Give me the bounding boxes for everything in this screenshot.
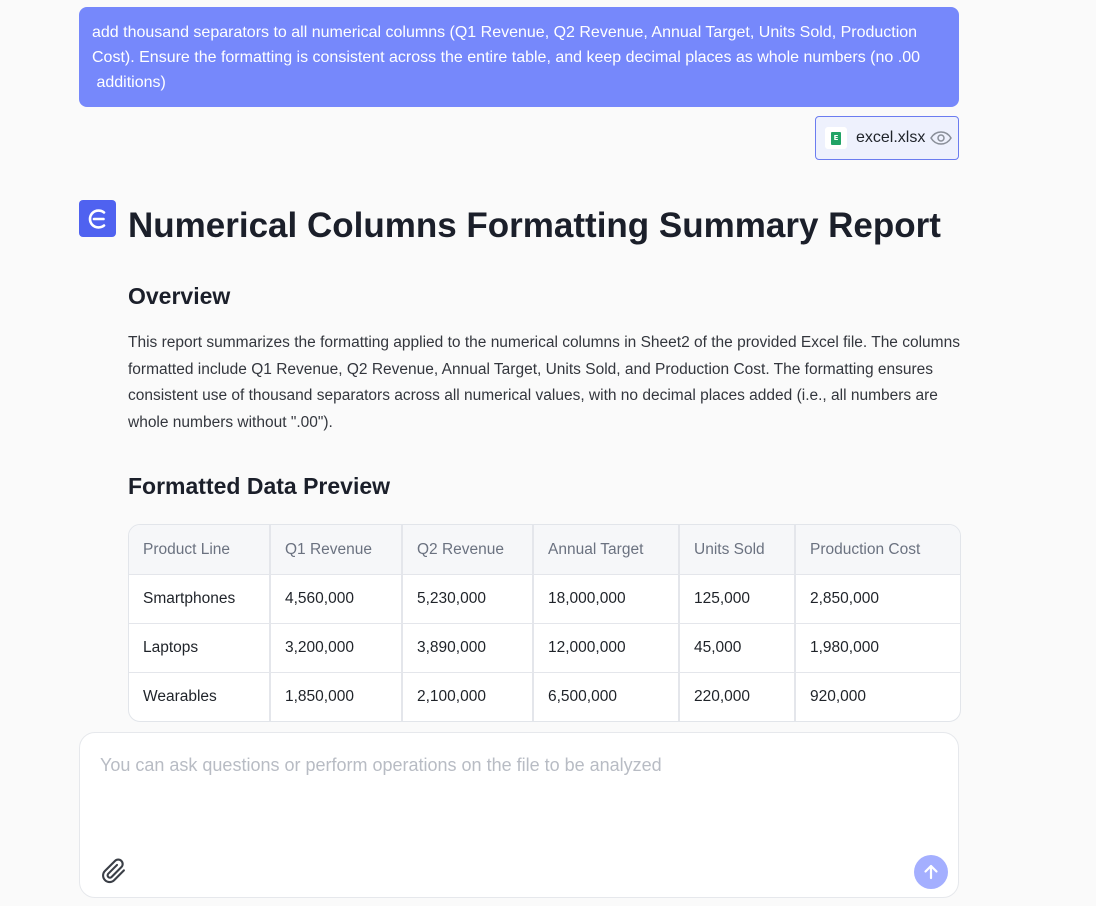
table-cell: 18,000,000 xyxy=(533,575,679,624)
column-header: Q2 Revenue xyxy=(402,525,533,575)
column-header: Q1 Revenue xyxy=(270,525,402,575)
column-header: Annual Target xyxy=(533,525,679,575)
spreadsheet-icon-letter: E xyxy=(831,132,841,145)
data-table xyxy=(129,525,960,721)
table-cell: 920,000 xyxy=(810,688,867,705)
paperclip-icon xyxy=(100,857,128,885)
table-cell: 1,980,000 xyxy=(795,624,960,673)
attach-file-button[interactable] xyxy=(98,855,130,887)
table-cell: 3,890,000 xyxy=(402,624,533,673)
user-message-bubble: add thousand separators to all numerical columns (Q1 Revenue, Q2 Revenue, Annual Target, Units Sold, Production Cost). Ensure the formatting is consistent across the entire table, and keep decimal places as whole numbers (no .00 additions) xyxy=(79,7,959,107)
table-header-row xyxy=(129,525,960,575)
data-preview-heading: Formatted Data Preview xyxy=(128,473,391,499)
table-cell: Smartphones xyxy=(129,575,270,624)
overview-paragraph: This report summarizes the formatting applied to the numerical columns in Sheet2 of the provided Excel file. The columns formatted include Q1 Revenue, Q2 Revenue, Annual Target, Units Sold, and Production Cost. The formatting ensures consistent use of thousand separators across all numerical values, with no decimal places added (i.e., all numbers are whole numbers without ".00"). xyxy=(128,334,960,431)
table-row xyxy=(129,673,960,722)
column-header: Product Line xyxy=(129,525,270,575)
preview-eye-icon[interactable] xyxy=(930,131,952,145)
table-cell: 4,560,000 xyxy=(270,575,402,624)
table-cell: 220,000 xyxy=(679,673,795,722)
table-row xyxy=(129,624,960,673)
spreadsheet-file-icon xyxy=(825,127,847,149)
table-cell: 2,850,000 xyxy=(795,575,960,624)
column-header: Production Cost xyxy=(795,525,960,575)
table-cell: 6,500,000 xyxy=(533,673,679,722)
assistant-logo-icon xyxy=(79,200,116,237)
table-cell: Laptops xyxy=(129,624,270,673)
overview-heading: Overview xyxy=(128,283,231,309)
formatted-data-table xyxy=(128,524,961,722)
column-header: Units Sold xyxy=(679,525,795,575)
report-title: Numerical Columns Formatting Summary Report xyxy=(128,206,941,245)
arrow-up-icon xyxy=(922,863,940,881)
table-cell: 1,850,000 xyxy=(270,673,402,722)
table-row xyxy=(129,575,960,624)
table-cell: 5,230,000 xyxy=(402,575,533,624)
table-cell: 3,200,000 xyxy=(270,624,402,673)
attached-file-name: excel.xlsx xyxy=(856,129,926,146)
table-cell: 45,000 xyxy=(679,624,795,673)
table-cell: 2,100,000 xyxy=(402,673,533,722)
chat-input-panel xyxy=(79,732,959,898)
table-cell: Wearables xyxy=(129,673,270,722)
chat-input[interactable] xyxy=(100,751,930,841)
attached-file-chip[interactable] xyxy=(815,116,959,160)
send-button[interactable] xyxy=(914,855,948,889)
table-cell: 125,000 xyxy=(679,575,795,624)
table-cell: 12,000,000 xyxy=(533,624,679,673)
